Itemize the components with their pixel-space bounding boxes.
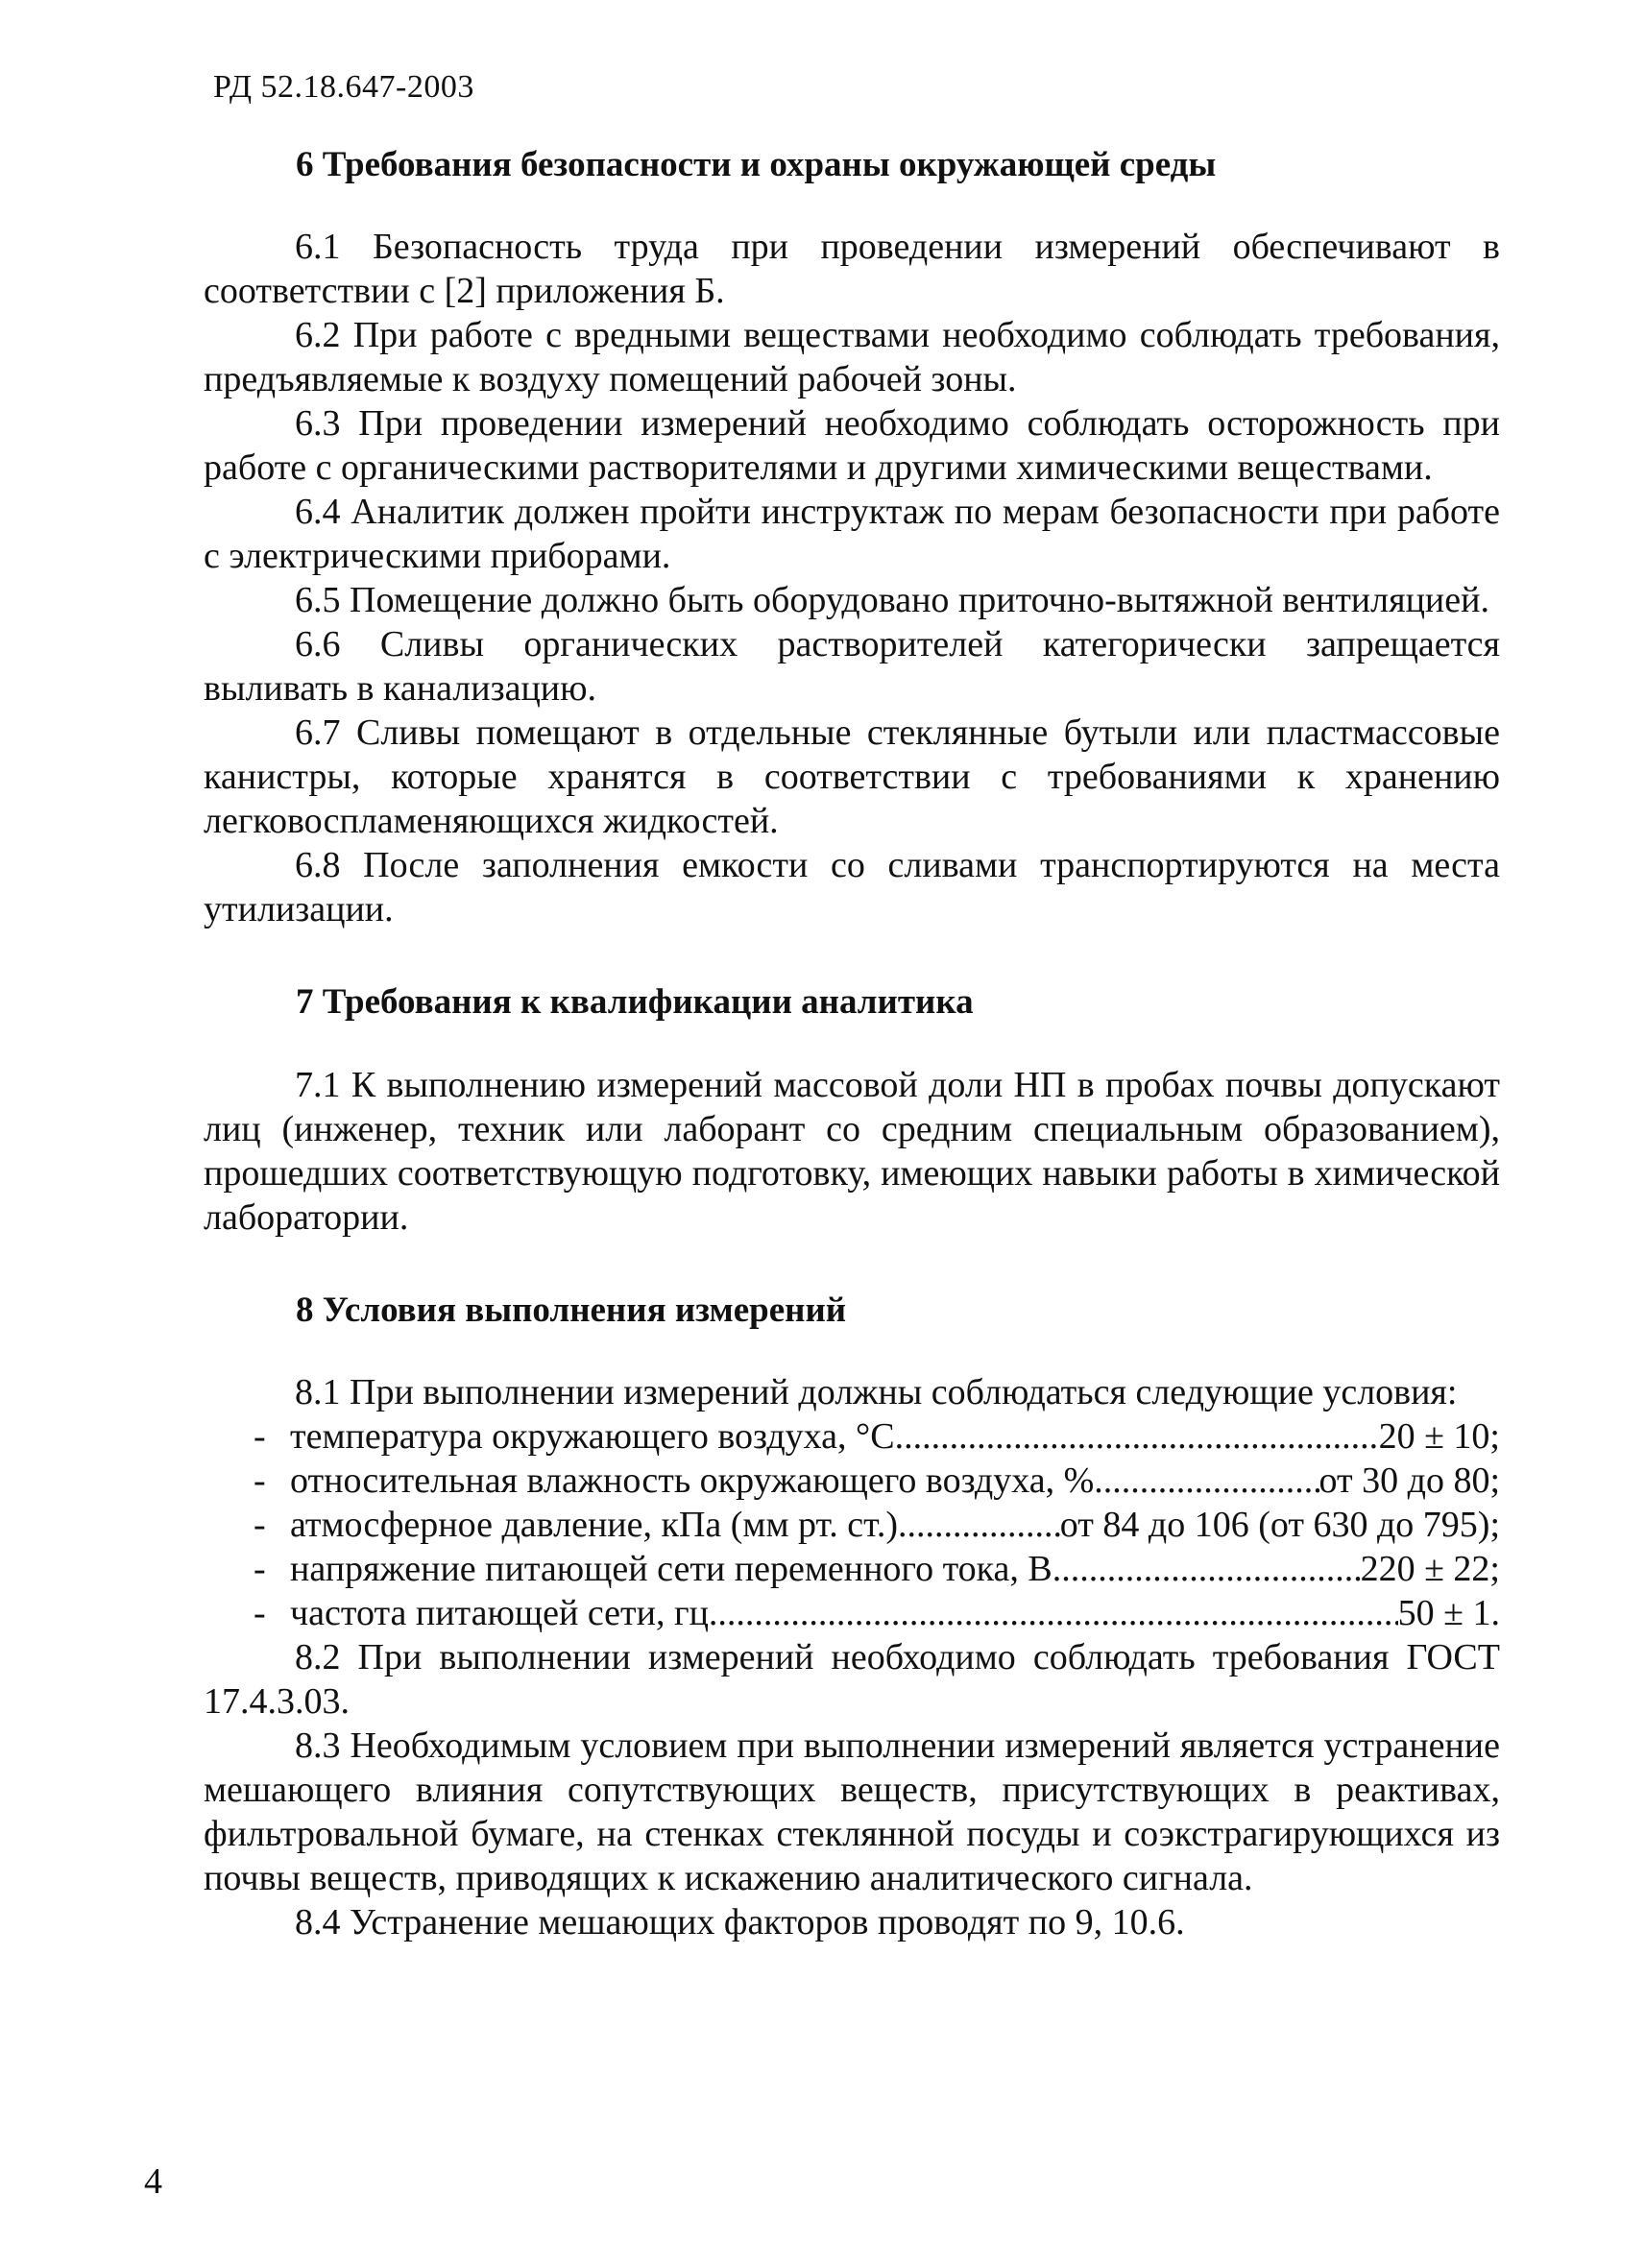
paragraph-8-1: 8.1 При выполнении измерений должны соблюдаться следующие условия: [295,1372,1458,1413]
paragraph-8-3: 8.3 Необходимым условием при выполнении измерений является устранение мешающего влияния сопутствующих веществ, присутствующих в реактивах, фильтровальной бумаге, на стенках стеклянной посуды и соэкстрагирующихся из почвы веществ, приводящих к искажению аналитического сигнала. [204,1725,1500,1899]
condition-item [204,1503,1500,1547]
condition-label: напряжение питающей сети переменного тока, В [290,1549,1052,1590]
condition-value: 50 ± 1. [1397,1593,1500,1634]
document-code-header: РД 52.18.647-2003 [213,69,474,105]
dot-leader [709,1591,1398,1635]
list-dash: - [254,1416,266,1458]
condition-value: от 84 до 106 (от 630 до 795); [1059,1505,1500,1546]
conditions-list [204,1414,1500,1635]
condition-value: 220 ± 22; [1360,1549,1500,1590]
condition-label: частота питающей сети, гц [290,1593,709,1634]
paragraph-6-4: 6.4 Аналитик должен пройти инструктаж по мерам безопасности при работе с электрическими приборами. [204,492,1500,577]
dot-leader [1094,1459,1318,1503]
page-content [204,144,1500,1944]
paragraph-8-2: 8.2 При выполнении измерений необходимо соблюдать требования ГОСТ 17.4.3.03. [204,1637,1500,1723]
list-dash: - [254,1593,266,1634]
dot-leader [1052,1547,1361,1591]
paragraph-6-1: 6.1 Безопасность труда при проведении измерений обеспечивают в соответствии с [2] приложения Б. [204,227,1500,312]
paragraph-6-7: 6.7 Сливы помещают в отдельные стеклянные бутыли или пластмассовые канистры, которые хранятся в соответствии с требованиями к хранению легковоспламеняющихся жидкостей. [204,712,1500,842]
list-dash: - [254,1549,266,1590]
condition-label: температура окружающего воздуха, °С [290,1416,895,1458]
spacer [204,186,1500,225]
list-dash: - [254,1460,266,1502]
page-number: 4 [144,2161,162,2202]
paragraph-6-8: 6.8 После заполнения емкости со сливами транспортируются на места утилизации. [204,845,1500,930]
paragraph-6-5: 6.5 Помещение должно быть оборудовано приточно-вытяжной вентиляцией. [295,580,1489,621]
condition-item [204,1414,1500,1459]
dot-leader [898,1503,1060,1547]
list-dash: - [254,1505,266,1546]
paragraph-6-6: 6.6 Сливы органических растворителей категорически запрещается выливать в канализацию. [204,624,1500,710]
section-6-heading: 6 Требования безопасности и охраны окружающей среды [296,145,1217,184]
condition-item [204,1547,1500,1591]
paragraph-6-3: 6.3 При проведении измерений необходимо соблюдать осторожность при работе с органическими растворителями и другими химическими веществами. [204,403,1500,489]
dot-leader [895,1414,1379,1459]
spacer [204,1332,1500,1370]
spacer [204,1025,1500,1063]
paragraph-6-2: 6.2 При работе с вредными веществами необходимо соблюдать требования, предъявляемые к воздуху помещений рабочей зоны. [204,315,1500,400]
condition-item [204,1591,1500,1635]
section-7-heading: 7 Требования к квалификации аналитика [296,982,974,1023]
condition-value: 20 ± 10; [1378,1416,1500,1458]
condition-value: от 30 до 80; [1318,1460,1500,1502]
condition-item [204,1459,1500,1503]
condition-label: относительная влажность окружающего воздуха, % [290,1460,1095,1502]
paragraph-8-4: 8.4 Устранение мешающих факторов проводят по 9, 10.6. [295,1902,1185,1943]
section-8-heading: 8 Условия выполнения измерений [296,1290,847,1330]
condition-label: атмосферное давление, кПа (мм рт. ст.) [290,1505,899,1546]
paragraph-7-1: 7.1 К выполнению измерений массовой доли НП в пробах почвы допускают лиц (инженер, техник или лаборант со средним специальным образованием), прошедших соответствующую подготовку, имеющих навыки работы в химической лаборатории. [204,1064,1500,1238]
